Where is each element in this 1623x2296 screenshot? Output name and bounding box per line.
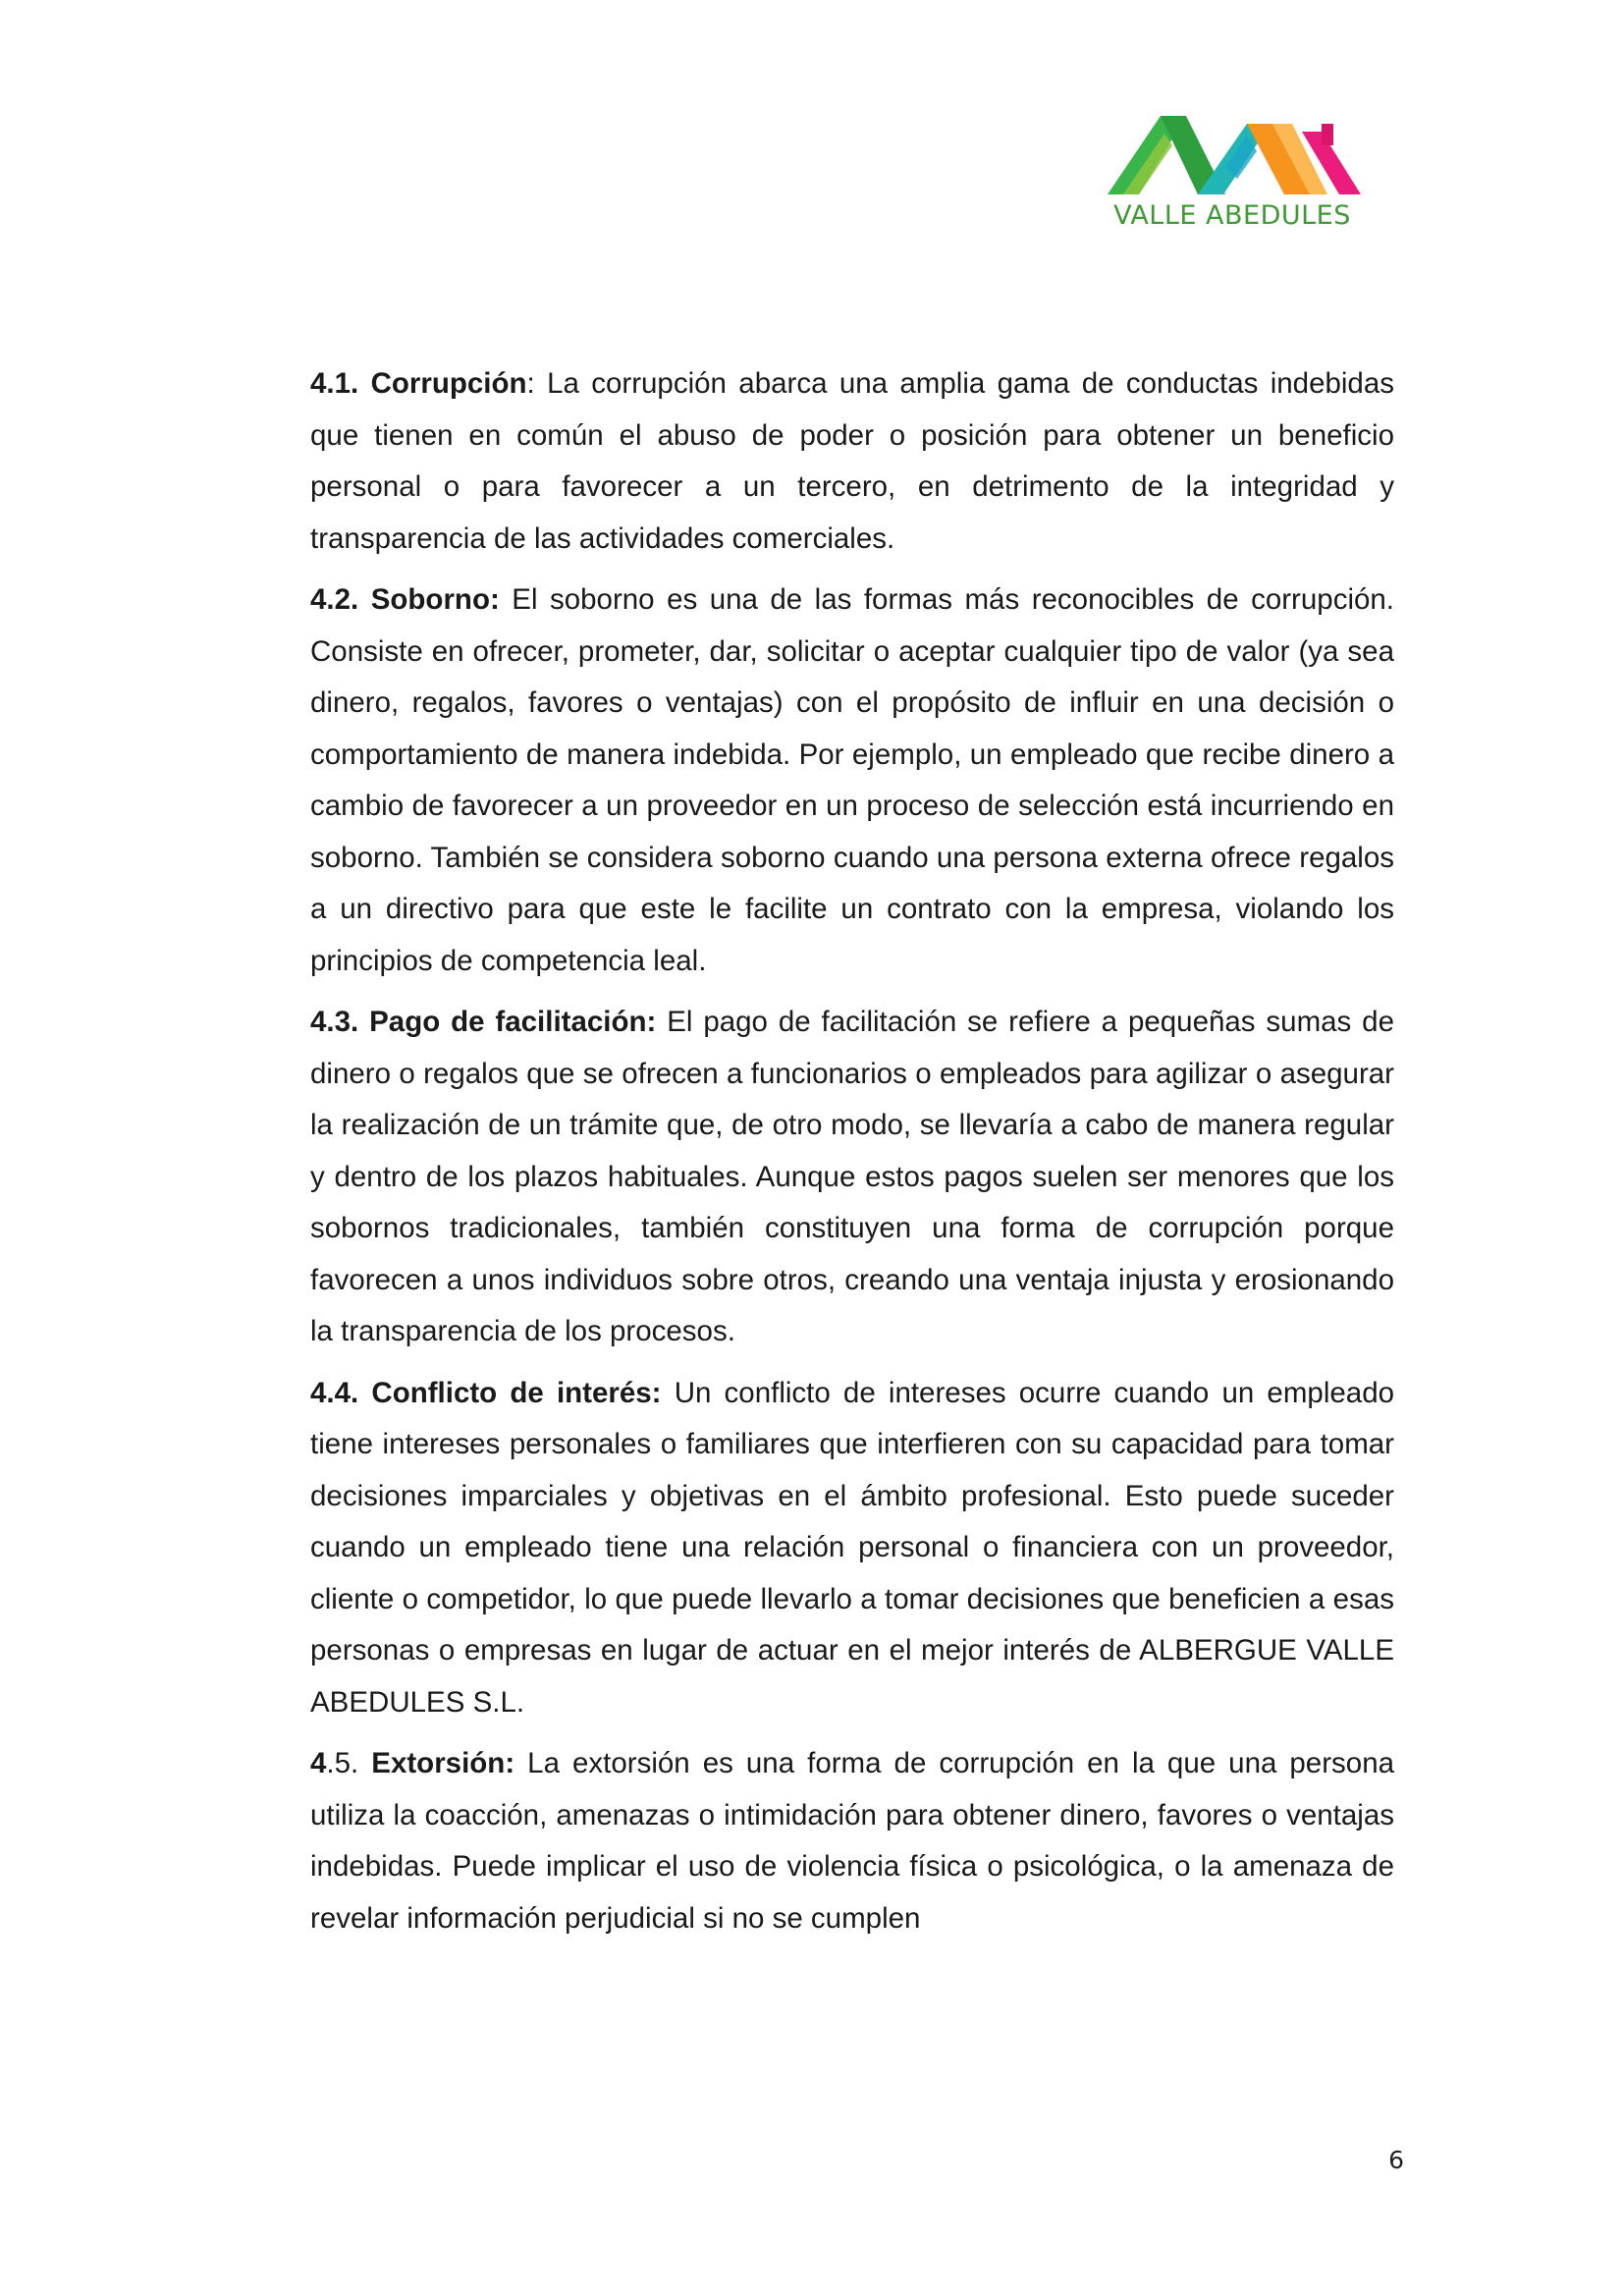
section-body: La extorsión es una forma de corrupción en la que una persona utiliza la coacción, amenazas o intimidación para obtener dinero, favores o ventajas indebidas. Puede implicar el uso de violencia física o psicológica, o la amenaza de revelar información perjudicial si no se cumplen <box>310 1747 1395 1935</box>
section-number-rest: .5. <box>326 1747 359 1779</box>
section-title: Pago de facilitación: <box>369 1006 657 1038</box>
section-4-1 <box>310 358 1394 565</box>
section-separator: : <box>526 367 535 400</box>
logo-mark-icon <box>1100 106 1365 200</box>
section-4-4 <box>310 1368 1394 1729</box>
section-body: Un conflicto de intereses ocurre cuando un empleado tiene intereses personales o familiares que interfieren con su capacidad para tomar decisiones imparciales y objetivas en el ámbito profesional. Esto puede suceder cuando un empleado tiene una relación personal o financiera con un proveedor, cliente o competidor, lo que puede llevarlo a tomar decisiones que beneficien a esas personas o empresas en lugar de actuar en el mejor interés de ALBERGUE VALLE ABEDULES S.L. <box>310 1376 1395 1719</box>
section-title: Soborno: <box>370 583 500 616</box>
section-4-2 <box>310 574 1394 987</box>
section-title: Corrupción <box>370 367 527 400</box>
section-body: La corrupción abarca una amplia gama de conductas indebidas que tienen en común el abuso de poder o posición para obtener un beneficio personal o para favorecer a un tercero, en detrimento de la integridad y transparencia de las actividades comerciales. <box>310 367 1394 555</box>
logo-text: VALLE ABEDULES <box>1113 200 1351 231</box>
section-title: Extorsión: <box>371 1747 515 1779</box>
company-logo <box>1100 106 1365 234</box>
section-number: 4.1. <box>310 367 359 400</box>
page-number: 6 <box>1388 2146 1404 2174</box>
section-4-3 <box>310 997 1394 1358</box>
section-number: 4.2. <box>310 583 359 616</box>
section-number: 4.3. <box>310 1006 359 1038</box>
section-4-5 <box>310 1738 1394 1944</box>
section-number: 4.4. <box>310 1376 359 1409</box>
document-body <box>310 358 1394 1954</box>
section-title: Conflicto de interés: <box>371 1376 662 1409</box>
section-body: El pago de facilitación se refiere a pequeñas sumas de dinero o regalos que se ofrecen a funcionarios o empleados para agilizar o asegurar la realización de un trámite que, de otro modo, se llevaría a cabo de manera regular y dentro de los plazos habituales. Aunque estos pagos suelen ser menores que los sobornos tradicionales, también constituyen una forma de corrupción porque favorecen a unos individuos sobre otros, creando una ventaja injusta y erosionando la transparencia de los procesos. <box>310 1006 1394 1347</box>
section-body: El soborno es una de las formas más reconocibles de corrupción. Consiste en ofrecer, prometer, dar, solicitar o aceptar cualquier tipo de valor (ya sea dinero, regalos, favores o ventajas) con el propósito de influir en una decisión o comportamiento de manera indebida. Por ejemplo, un empleado que recibe dinero a cambio de favorecer a un proveedor en un proceso de selección está incurriendo en soborno. También se considera soborno cuando una persona externa ofrece regalos a un directivo para que este le facilite un contrato con la empresa, violando los principios de competencia leal. <box>310 583 1395 977</box>
section-number: 4 <box>310 1747 327 1779</box>
